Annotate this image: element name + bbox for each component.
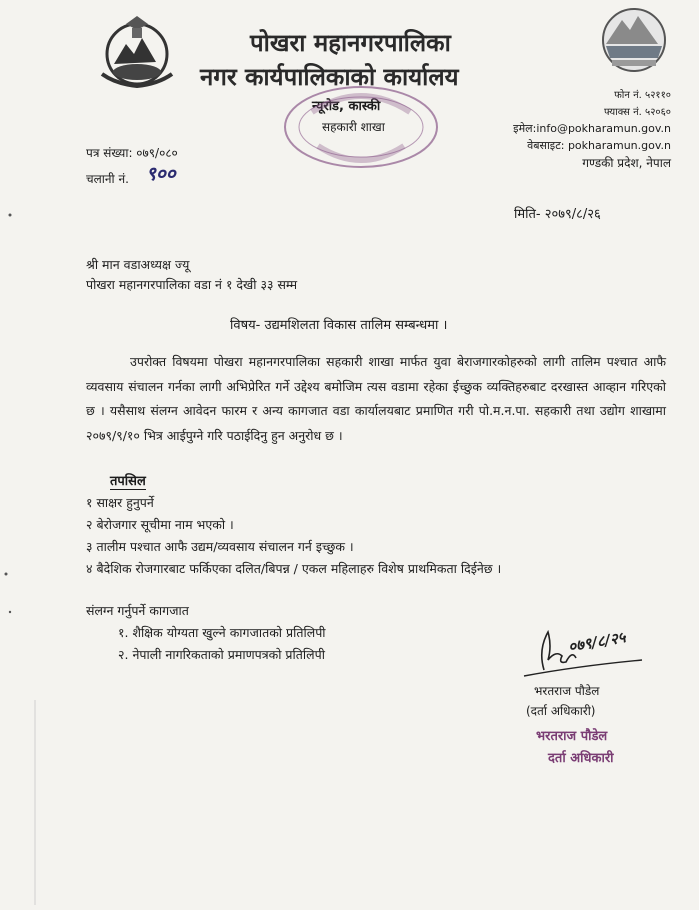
recipient-line2: पोखरा महानगरपालिका वडा नं १ देखी ३३ सम्म: [86, 277, 298, 292]
body-paragraph: [86, 350, 666, 448]
tapsil-heading: तपसिल: [110, 471, 146, 490]
tapsil-item: ३ तालीम पश्चात आफै उद्यम/व्यवसाय संचालन गर्न इच्छुक ।: [86, 539, 354, 554]
dispatch-number: ९००: [146, 163, 176, 185]
recipient-line1: श्री मान वडाअध्यक्ष ज्यू: [86, 257, 190, 272]
org-name-line1: पोखरा महानगरपालिका: [250, 29, 451, 57]
letter-number: पत्र संख्या: ०७९/०८०: [86, 146, 178, 160]
tapsil-item: ४ बैदेशिक रोजगारबाट फर्किएका दलित/बिपन्न / एकल महिलाहरु विशेष प्राथमिकता दिईनेछ ।: [86, 561, 502, 576]
contact-fax: फ्याक्स नं. ५२०६०: [603, 107, 671, 118]
signature-stamp-name: भरतराज पौडेल: [536, 729, 608, 744]
letter-date: मिति- २०७९/८/२६: [514, 207, 601, 222]
org-name-line2: नगर कार्यपालिकाको कार्यालय: [200, 63, 459, 91]
signature-date: ०७९/८/२५: [566, 628, 627, 656]
signatory-name: भरतराज पौडेल: [534, 684, 600, 698]
contact-website: वेबसाइट: pokharamun.gov.n: [527, 139, 671, 152]
contact-email: इमेल:info@pokharamun.gov.n: [513, 122, 671, 135]
pokhara-city-logo-icon: [596, 6, 672, 76]
signatory-role: (दर्ता अधिकारी): [526, 704, 596, 718]
attachment-item: २. नेपाली नागरिकताको प्रमाणपत्रको प्रतिलिपी: [118, 647, 325, 662]
contact-phone: फोन नं. ५२११०: [614, 90, 671, 101]
letter-subject: विषय- उद्यमशिलता विकास तालिम सम्बन्धमा ।: [230, 318, 448, 333]
tapsil-item: १ साक्षर हुनुपर्ने: [86, 495, 154, 510]
attachment-item: १. शैक्षिक योग्यता खुल्ने कागजातको प्रतिलिपी: [118, 625, 326, 640]
signature-stamp-role: दर्ता अधिकारी: [548, 751, 614, 766]
nepal-emblem-icon: [96, 14, 178, 90]
body-text: उपरोक्त विषयमा पोखरा महानगरपालिका सहकारी शाखा मार्फत युवा बेराजगारकोहरुको लागी तालिम पश्चात आफै व्यवसाय संचालन गर्नका लागी अभिप्रेरित गर्ने उद्देश्य बमोजिम त्यस वडामा रहेका ईच्छुक व्यक्तिहरुबाट दरखास्त आव्हान गरिएको छ । यसैसाथ संलग्न आवेदन फारम र अन्य कागजात वडा कार्यालयबाट प्रमाणित गरी पो.म.न.पा. सहकारी तथा उद्योग शाखामा २०७९/९/१० भित्र आईपुग्ने गरि पठाईदिनु हुन अनुरोध छ ।: [86, 354, 666, 443]
dispatch-label: चलानी नं.: [86, 172, 129, 186]
attachments-heading: संलग्न गर्नुपर्ने कागजात: [86, 603, 189, 618]
office-stamp-icon: [282, 84, 440, 170]
org-section: सहकारी शाखा: [322, 120, 385, 134]
contact-province: गण्डकी प्रदेश, नेपाल: [582, 156, 671, 170]
org-address: न्यूरोड, कास्की: [312, 99, 381, 114]
tapsil-item: २ बेरोजगार सूचीमा नाम भएको ।: [86, 517, 234, 532]
